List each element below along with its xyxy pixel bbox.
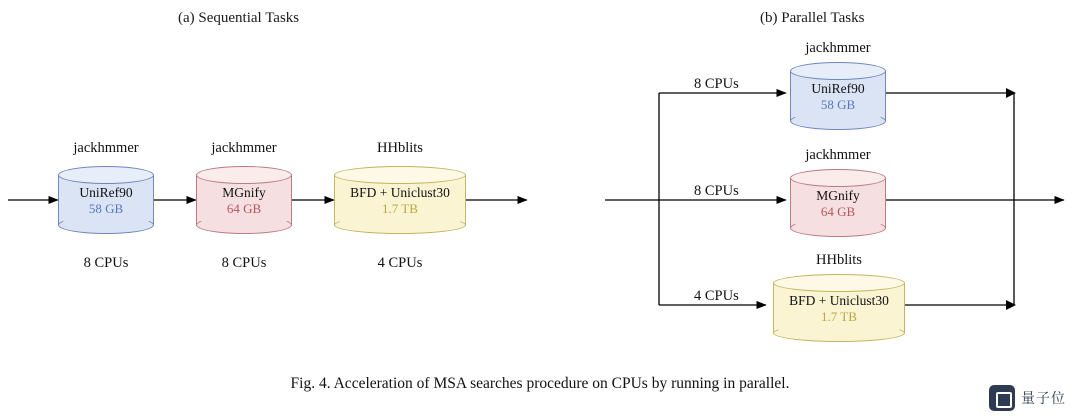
par-branch-1-cpus: 8 CPUs xyxy=(694,76,739,92)
seq-node-3-tool: HHblits xyxy=(377,140,423,156)
panel-b-title: (b) Parallel Tasks xyxy=(760,10,865,26)
seq-node-3-cylinder xyxy=(334,166,466,234)
par-node-2-size: 64 GB xyxy=(820,203,856,219)
cylinder-bottom xyxy=(790,112,886,130)
seq-node-1-size: 58 GB xyxy=(88,200,124,216)
figure-caption: Fig. 4. Acceleration of MSA searches procedure on CPUs by running in parallel. xyxy=(290,375,790,392)
par-node-3-tool: HHblits xyxy=(816,252,862,268)
watermark xyxy=(989,385,1066,411)
par-node-2-db: MGnify xyxy=(816,187,860,203)
par-node-1-cylinder xyxy=(790,62,886,130)
seq-node-1-tool: jackhmmer xyxy=(73,140,139,156)
cylinder-top xyxy=(58,166,154,184)
cylinder-top xyxy=(790,62,886,80)
seq-node-2-size: 64 GB xyxy=(226,200,262,216)
seq-node-2-db: MGnify xyxy=(222,184,266,200)
par-node-3-db: BFD + Uniclust30 xyxy=(789,292,889,308)
par-node-3-cylinder xyxy=(773,274,905,342)
par-node-1-tool: jackhmmer xyxy=(805,40,871,56)
seq-node-3-size: 1.7 TB xyxy=(382,200,418,216)
panel-a-title: (a) Sequential Tasks xyxy=(178,10,300,26)
cylinder-bottom xyxy=(790,219,886,237)
seq-node-3-cpus: 4 CPUs xyxy=(377,255,423,271)
cylinder-bottom xyxy=(58,216,154,234)
watermark-text: 量子位 xyxy=(1021,391,1066,407)
qbit-logo-icon xyxy=(989,385,1015,411)
cylinder-top xyxy=(790,169,886,187)
par-node-2-cylinder xyxy=(790,169,886,237)
cylinder-top xyxy=(196,166,292,184)
par-node-1-size: 58 GB xyxy=(820,96,856,112)
par-node-1-db: UniRef90 xyxy=(811,80,865,96)
par-node-2-tool: jackhmmer xyxy=(805,147,871,163)
seq-node-1-cpus: 8 CPUs xyxy=(83,255,129,271)
cylinder-top xyxy=(334,166,466,184)
seq-node-1-cylinder xyxy=(58,166,154,234)
seq-node-3-db: BFD + Uniclust30 xyxy=(350,184,450,200)
par-branch-3-cpus: 4 CPUs xyxy=(694,288,739,304)
par-node-3-size: 1.7 TB xyxy=(821,308,857,324)
cylinder-top xyxy=(773,274,905,292)
cylinder-bottom xyxy=(773,324,905,342)
seq-node-1-db: UniRef90 xyxy=(79,184,133,200)
cylinder-bottom xyxy=(196,216,292,234)
par-branch-2-cpus: 8 CPUs xyxy=(694,183,739,199)
seq-node-2-cpus: 8 CPUs xyxy=(221,255,267,271)
seq-node-2-cylinder xyxy=(196,166,292,234)
cylinder-bottom xyxy=(334,216,466,234)
seq-node-2-tool: jackhmmer xyxy=(211,140,277,156)
